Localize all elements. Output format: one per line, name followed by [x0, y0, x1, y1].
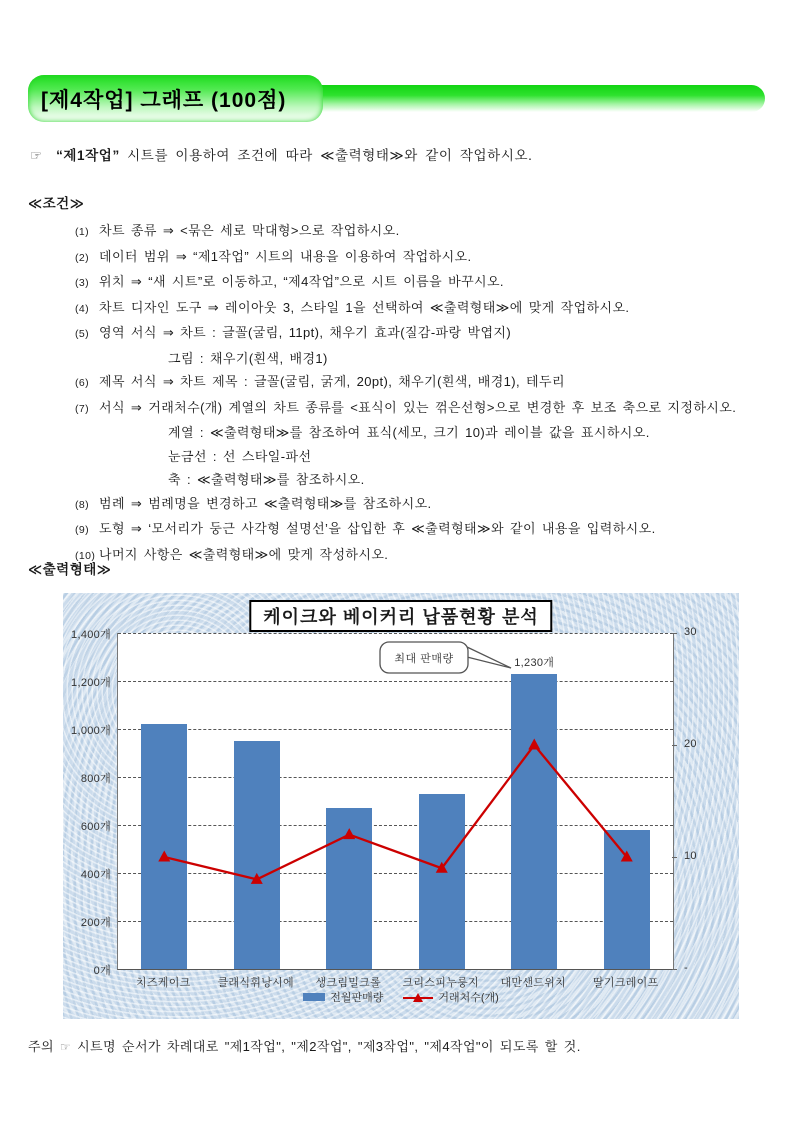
condition-text: 서식 ⇒ 거래처수(개) 계열의 차트 종류를 <표식이 있는 꺾은선형>으로 변경한 후 보조 축으로 지정하시오.: [99, 399, 737, 415]
condition-item: [28, 396, 773, 422]
left-axis-label: 1,000개: [71, 725, 111, 737]
right-axis-label: 10: [684, 850, 697, 862]
condition-text: 눈금선 : 선 스타일-파선: [168, 448, 312, 464]
condition-number: (6): [75, 377, 90, 389]
legend-bar-swatch: [303, 993, 325, 1001]
condition-number: (1): [75, 226, 90, 238]
condition-text: 제목 서식 ⇒ 차트 제목 : 글꼴(굴림, 굵게, 20pt), 채우기(흰색, 배경1), 테두리: [99, 374, 565, 389]
condition-text: 그림 : 채우기(흰색, 배경1): [168, 350, 328, 366]
left-axis-label: 200개: [80, 917, 111, 929]
intro-text: 시트를 이용하여 조건에 따라 ≪출력형태≫와 같이 작업하시오.: [127, 148, 533, 163]
right-axis-tick: [672, 857, 677, 858]
condition-text: 범례 ⇒ 범례명을 변경하고 ≪출력형태≫를 참조하시오.: [99, 495, 432, 511]
condition-text: 나머지 사항은 ≪출력형태≫에 맞게 작성하시오.: [99, 546, 389, 562]
condition-item: [28, 270, 773, 296]
footer-text: 시트명 순서가 차례대로 "제1작업", "제2작업", "제3작업", "제4작업"이 되도록 할 것.: [77, 1039, 581, 1054]
triangle-marker: [343, 828, 355, 839]
legend-item-전월판매량: [303, 989, 383, 1005]
conditions-section: [28, 192, 773, 568]
condition-number: (9): [75, 524, 90, 536]
callout-pointer: [467, 647, 511, 668]
left-axis-label: 600개: [80, 821, 111, 833]
condition-item: [28, 296, 773, 322]
callout-shape: [379, 641, 519, 683]
banner-tail-bar: [278, 85, 765, 112]
condition-text: 축 : ≪출력형태≫를 참조하시오.: [168, 472, 365, 487]
condition-item: [28, 321, 773, 347]
intro-sheet-name: “제1작업”: [56, 148, 120, 163]
output-format-heading: ≪출력형태≫: [28, 562, 112, 577]
condition-number: (8): [75, 498, 90, 511]
intro-line: [30, 144, 532, 164]
footer-lead: 주의: [28, 1039, 54, 1054]
condition-number: (7): [75, 402, 90, 415]
category-label-치즈케이크: 치즈케이크: [135, 977, 191, 989]
footer-note: [28, 1036, 581, 1055]
legend-line-swatch: [403, 992, 433, 1003]
pointer-hand-icon: ☞: [30, 148, 43, 163]
max-value-data-label: 1,230개: [514, 656, 555, 669]
condition-number: (2): [75, 251, 90, 264]
category-label-크리스피누룽지: 크리스피누룽지: [402, 977, 479, 989]
line-series-거래처수(개): [118, 633, 673, 969]
condition-item: [28, 543, 773, 569]
category-label-생크림밀크롤: 생크림밀크롤: [315, 977, 382, 989]
conditions-heading: ≪조건≫: [28, 196, 85, 211]
conditions-list: [28, 219, 773, 568]
chart-title: 케이크와 베이커리 납품현황 분석: [249, 600, 552, 632]
right-axis-tick: [672, 969, 677, 970]
triangle-marker: [158, 851, 170, 862]
condition-text: 계열 : ≪출력형태≫를 참조하여 표식(세모, 크기 10)과 레이블 값을 표시하시오.: [168, 425, 650, 440]
condition-item: [28, 421, 773, 445]
legend-item-거래처수(개): [403, 989, 498, 1005]
condition-item: [28, 492, 773, 518]
condition-number: (3): [75, 277, 90, 289]
condition-text: 도형 ⇒ ‘모서리가 둥근 사각형 설명선’을 삽입한 후 ≪출력형태≫와 같이 내용을 입력하시오.: [99, 521, 656, 536]
condition-text: 데이터 범위 ⇒ “제1작업” 시트의 내용을 이용하여 작업하시오.: [99, 248, 472, 264]
section-banner: [28, 75, 765, 122]
right-axis-tick: [672, 745, 677, 746]
right-axis-label: 30: [684, 626, 697, 638]
banner-pill: [28, 75, 323, 122]
condition-number: (5): [75, 328, 90, 340]
left-axis-label: 400개: [80, 869, 111, 881]
left-axis-label: 1,200개: [71, 677, 111, 689]
pointer-hand-icon: ☞: [59, 1040, 72, 1054]
category-label-대만샌드위치: 대만샌드위치: [500, 977, 567, 989]
left-axis-label: 0개: [93, 965, 111, 977]
plot-area: [117, 633, 674, 970]
category-label-딸기크레이프: 딸기크레이프: [592, 977, 659, 989]
condition-item: [28, 347, 773, 371]
condition-number: (4): [75, 302, 90, 315]
condition-text: 영역 서식 ⇒ 차트 : 글꼴(굴림, 11pt), 채우기 효과(질감-파랑 박엽지): [99, 325, 512, 340]
left-axis-label: 1,400개: [71, 629, 111, 641]
triangle-marker: [528, 739, 540, 750]
condition-text: 위치 ⇒ “새 시트”로 이동하고, “제4작업”으로 시트 이름을 바꾸시오.: [99, 274, 504, 289]
condition-item: [28, 370, 773, 396]
category-label-클래식휘낭시에: 클래식휘낭시에: [217, 977, 294, 989]
condition-item: [28, 468, 773, 492]
condition-item: [28, 219, 773, 245]
chart-legend: [63, 989, 739, 1005]
legend-label: 거래처수(개): [438, 992, 499, 1004]
chart-area: [63, 593, 739, 1019]
right-axis-label: 20: [684, 738, 697, 750]
right-axis-label: -: [684, 962, 688, 974]
condition-text: 차트 디자인 도구 ⇒ 레이아웃 3, 스타일 1을 선택하여 ≪출력형태≫에 맞게 작업하시오.: [99, 299, 630, 315]
legend-label: 전월판매량: [330, 992, 384, 1004]
condition-item: [28, 445, 773, 469]
condition-item: [28, 245, 773, 271]
callout-text: 최대 판매량: [394, 653, 454, 665]
left-axis-label: 800개: [80, 773, 111, 785]
condition-number: (10): [75, 549, 96, 562]
condition-item: [28, 517, 773, 543]
section-title: [제4작업] 그래프 (100점): [41, 88, 287, 112]
right-axis-tick: [672, 633, 677, 634]
condition-text: 차트 종류 ⇒ <묶은 세로 막대형>으로 작업하시오.: [99, 223, 400, 238]
legend-triangle-marker-icon: [413, 993, 423, 1002]
